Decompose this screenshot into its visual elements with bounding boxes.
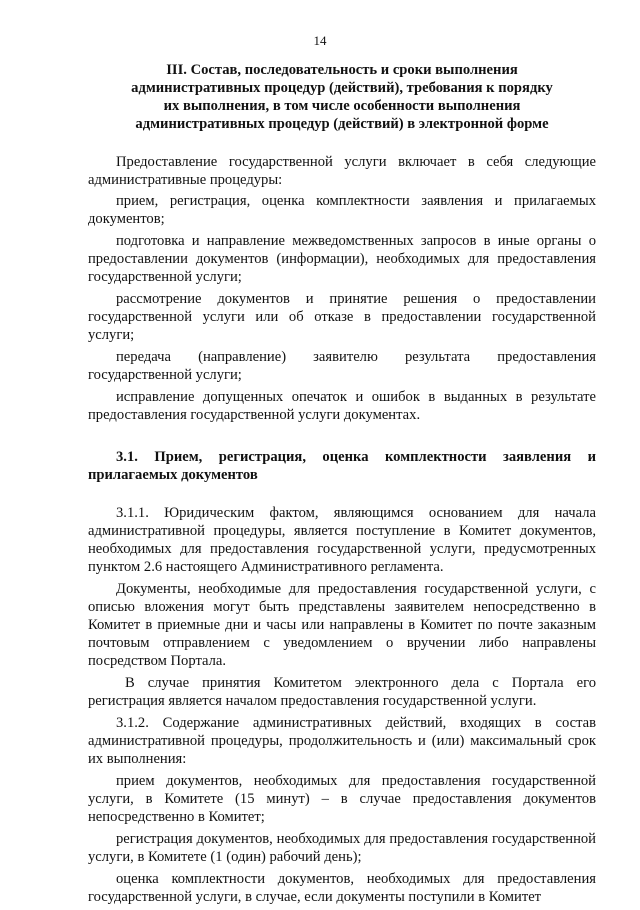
paragraph: 3.1.1. Юридическим фактом, являющимся основанием для начала административной процедуры, является поступление в Комитет документов, необходимых для предоставления государственной услуги, предусмотренных пунктом 2.6 настоящего Административного регламента. — [88, 505, 596, 575]
list-item: подготовка и направление межведомственных запросов в иные органы о предоставлении документов (информации), необходимых для предоставления государственной услуги; — [88, 233, 596, 285]
page-number: 14 — [313, 33, 327, 48]
paragraph: Документы, необходимые для предоставления государственной услуги, с описью вложения могут быть представлены заявителем непосредственно в Комитет в приемные дни и часы или направлены в Комитет по почте заказным почтовым отправлением с уведомлением о вручении либо направлены посредством Портала. — [88, 581, 596, 669]
section-heading-line: III. Состав, последовательность и сроки выполнения — [166, 62, 518, 78]
document-body — [88, 61, 596, 910]
subsection-heading: 3.1. Прием, регистрация, оценка комплектности заявления и прилагаемых документов — [88, 449, 596, 483]
paragraph: В случае принятия Комитетом электронного дела с Портала его регистрация является началом предоставления государственной услуги. — [88, 675, 596, 709]
list-item: исправление допущенных опечаток и ошибок в выданных в результате предоставления государственной услуги документах. — [88, 389, 596, 423]
section-heading-line: административных процедур (действий) в электронной форме — [135, 116, 549, 132]
section-heading-line: административных процедур (действий), требования к порядку — [131, 80, 553, 96]
section-heading-line: их выполнения, в том числе особенности выполнения — [163, 98, 521, 114]
list-item: оценка комплектности документов, необходимых для предоставления государственной услуги, в случае, если документы поступили в Комитет — [88, 871, 596, 905]
paragraph: Предоставление государственной услуги включает в себя следующие административные процедуры: — [88, 154, 596, 188]
list-item: прием документов, необходимых для предоставления государственной услуги, в Комитете (15 минут) – в случае предоставления документов непосредственно в Комитет; — [88, 773, 596, 825]
paragraph: 3.1.2. Содержание административных действий, входящих в состав административной процедуры, продолжительность и (или) максимальный срок их выполнения: — [88, 715, 596, 767]
section-heading — [88, 61, 596, 133]
list-item: регистрация документов, необходимых для предоставления государственной услуги, в Комитете (1 (один) рабочий день); — [88, 831, 596, 865]
list-item: передача (направление) заявителю результата предоставления государственной услуги; — [88, 349, 596, 383]
list-item: рассмотрение документов и принятие решения о предоставлении государственной услуги или об отказе в предоставлении государственной услуги; — [88, 291, 596, 343]
list-item: прием, регистрация, оценка комплектности заявления и прилагаемых документов; — [88, 193, 596, 227]
